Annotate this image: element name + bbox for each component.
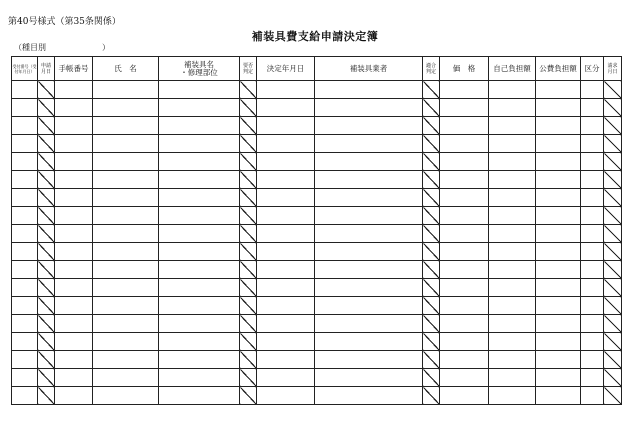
diagonal-cell-billing-date xyxy=(604,189,622,207)
cell-supplier xyxy=(315,261,423,279)
cell-decision-date xyxy=(257,153,315,171)
cell-name xyxy=(93,387,159,405)
cell-price xyxy=(440,81,489,99)
cell-handbook-number xyxy=(55,171,93,189)
table-row xyxy=(12,135,622,153)
cell-device-name xyxy=(159,387,240,405)
cell-device-name xyxy=(159,279,240,297)
diagonal-cell-suitability-judgment xyxy=(423,243,440,261)
table-row xyxy=(12,315,622,333)
cell-decision-date xyxy=(257,387,315,405)
cell-reception-number xyxy=(12,225,38,243)
table-row xyxy=(12,81,622,99)
cell-public-pay xyxy=(536,207,581,225)
cell-decision-date xyxy=(257,99,315,117)
diagonal-cell-application-date xyxy=(38,333,55,351)
header-classification: 区分 xyxy=(581,57,604,81)
cell-price xyxy=(440,189,489,207)
diagonal-cell-application-date xyxy=(38,387,55,405)
header-row xyxy=(12,57,622,81)
diagonal-cell-billing-date xyxy=(604,153,622,171)
table-row xyxy=(12,243,622,261)
diagonal-cell-suitability-judgment xyxy=(423,81,440,99)
cell-price xyxy=(440,333,489,351)
cell-decision-date xyxy=(257,351,315,369)
cell-handbook-number xyxy=(55,243,93,261)
diagonal-cell-application-date xyxy=(38,243,55,261)
cell-decision-date xyxy=(257,297,315,315)
diagonal-cell-suitability-judgment xyxy=(423,171,440,189)
diagonal-cell-application-date xyxy=(38,369,55,387)
cell-handbook-number xyxy=(55,225,93,243)
cell-supplier xyxy=(315,369,423,387)
cell-classification xyxy=(581,135,604,153)
cell-reception-number xyxy=(12,315,38,333)
cell-self-pay xyxy=(489,279,536,297)
cell-classification xyxy=(581,261,604,279)
cell-name xyxy=(93,81,159,99)
cell-price xyxy=(440,99,489,117)
diagonal-cell-necessity-judgment xyxy=(240,351,257,369)
cell-decision-date xyxy=(257,171,315,189)
cell-supplier xyxy=(315,189,423,207)
diagonal-cell-application-date xyxy=(38,189,55,207)
cell-price xyxy=(440,243,489,261)
cell-reception-number xyxy=(12,369,38,387)
cell-name xyxy=(93,369,159,387)
cell-device-name xyxy=(159,153,240,171)
cell-supplier xyxy=(315,135,423,153)
cell-supplier xyxy=(315,243,423,261)
diagonal-cell-necessity-judgment xyxy=(240,297,257,315)
diagonal-cell-necessity-judgment xyxy=(240,153,257,171)
cell-handbook-number xyxy=(55,333,93,351)
cell-public-pay xyxy=(536,369,581,387)
cell-supplier xyxy=(315,351,423,369)
cell-self-pay xyxy=(489,243,536,261)
cell-classification xyxy=(581,243,604,261)
cell-classification xyxy=(581,279,604,297)
cell-classification xyxy=(581,387,604,405)
diagonal-cell-necessity-judgment xyxy=(240,369,257,387)
cell-classification xyxy=(581,225,604,243)
cell-reception-number xyxy=(12,99,38,117)
header-self-pay: 自己負担額 xyxy=(489,57,536,81)
cell-supplier xyxy=(315,387,423,405)
cell-name xyxy=(93,153,159,171)
cell-price xyxy=(440,315,489,333)
header-handbook-number: 手帳番号 xyxy=(55,57,93,81)
table-row xyxy=(12,153,622,171)
diagonal-cell-necessity-judgment xyxy=(240,243,257,261)
diagonal-cell-necessity-judgment xyxy=(240,315,257,333)
cell-name xyxy=(93,171,159,189)
cell-decision-date xyxy=(257,261,315,279)
cell-classification xyxy=(581,207,604,225)
diagonal-cell-application-date xyxy=(38,225,55,243)
cell-name xyxy=(93,333,159,351)
cell-public-pay xyxy=(536,153,581,171)
cell-self-pay xyxy=(489,351,536,369)
diagonal-cell-application-date xyxy=(38,297,55,315)
cell-price xyxy=(440,207,489,225)
cell-public-pay xyxy=(536,225,581,243)
header-name: 氏 名 xyxy=(93,57,159,81)
cell-price xyxy=(440,297,489,315)
cell-decision-date xyxy=(257,369,315,387)
cell-price xyxy=(440,387,489,405)
diagonal-cell-suitability-judgment xyxy=(423,135,440,153)
header-public-pay: 公費負担額 xyxy=(536,57,581,81)
diagonal-cell-billing-date xyxy=(604,369,622,387)
diagonal-cell-application-date xyxy=(38,99,55,117)
cell-name xyxy=(93,243,159,261)
diagonal-cell-billing-date xyxy=(604,387,622,405)
cell-name xyxy=(93,261,159,279)
cell-classification xyxy=(581,189,604,207)
diagonal-cell-suitability-judgment xyxy=(423,117,440,135)
cell-decision-date xyxy=(257,81,315,99)
cell-name xyxy=(93,117,159,135)
diagonal-cell-billing-date xyxy=(604,333,622,351)
cell-public-pay xyxy=(536,243,581,261)
header-decision-date: 決定年月日 xyxy=(257,57,315,81)
cell-decision-date xyxy=(257,117,315,135)
cell-name xyxy=(93,297,159,315)
cell-handbook-number xyxy=(55,315,93,333)
cell-classification xyxy=(581,315,604,333)
diagonal-cell-necessity-judgment xyxy=(240,225,257,243)
cell-name xyxy=(93,315,159,333)
diagonal-cell-suitability-judgment xyxy=(423,279,440,297)
diagonal-cell-billing-date xyxy=(604,279,622,297)
table-row xyxy=(12,189,622,207)
table-row xyxy=(12,225,622,243)
cell-device-name xyxy=(159,135,240,153)
cell-price xyxy=(440,171,489,189)
cell-classification xyxy=(581,99,604,117)
cell-self-pay xyxy=(489,297,536,315)
cell-decision-date xyxy=(257,315,315,333)
diagonal-cell-application-date xyxy=(38,351,55,369)
cell-device-name xyxy=(159,207,240,225)
application-ledger-table xyxy=(11,56,622,405)
cell-supplier xyxy=(315,279,423,297)
diagonal-cell-billing-date xyxy=(604,207,622,225)
cell-name xyxy=(93,207,159,225)
cell-self-pay xyxy=(489,153,536,171)
diagonal-cell-necessity-judgment xyxy=(240,207,257,225)
cell-self-pay xyxy=(489,261,536,279)
header-necessity-judgment: 要否 判定 xyxy=(240,57,257,81)
table-row xyxy=(12,99,622,117)
cell-name xyxy=(93,189,159,207)
cell-supplier xyxy=(315,153,423,171)
diagonal-cell-application-date xyxy=(38,117,55,135)
cell-decision-date xyxy=(257,207,315,225)
cell-public-pay xyxy=(536,99,581,117)
table-row xyxy=(12,369,622,387)
cell-handbook-number xyxy=(55,81,93,99)
diagonal-cell-necessity-judgment xyxy=(240,99,257,117)
cell-classification xyxy=(581,81,604,99)
cell-handbook-number xyxy=(55,297,93,315)
cell-reception-number xyxy=(12,297,38,315)
cell-decision-date xyxy=(257,243,315,261)
cell-name xyxy=(93,135,159,153)
cell-public-pay xyxy=(536,279,581,297)
cell-price xyxy=(440,135,489,153)
diagonal-cell-necessity-judgment xyxy=(240,81,257,99)
cell-handbook-number xyxy=(55,189,93,207)
cell-reception-number xyxy=(12,135,38,153)
cell-public-pay xyxy=(536,189,581,207)
cell-device-name xyxy=(159,351,240,369)
diagonal-cell-billing-date xyxy=(604,261,622,279)
diagonal-cell-billing-date xyxy=(604,99,622,117)
header-price: 価 格 xyxy=(440,57,489,81)
ledger-body xyxy=(12,81,622,405)
cell-name xyxy=(93,99,159,117)
cell-name xyxy=(93,351,159,369)
cell-classification xyxy=(581,171,604,189)
cell-reception-number xyxy=(12,279,38,297)
cell-supplier xyxy=(315,207,423,225)
diagonal-cell-application-date xyxy=(38,261,55,279)
cell-self-pay xyxy=(489,333,536,351)
cell-self-pay xyxy=(489,135,536,153)
cell-decision-date xyxy=(257,279,315,297)
cell-device-name xyxy=(159,297,240,315)
cell-public-pay xyxy=(536,261,581,279)
diagonal-cell-suitability-judgment xyxy=(423,351,440,369)
header-reception-number: 受付番号（受付年月日） xyxy=(12,57,38,81)
diagonal-cell-suitability-judgment xyxy=(423,387,440,405)
diagonal-cell-suitability-judgment xyxy=(423,153,440,171)
cell-name xyxy=(93,225,159,243)
diagonal-cell-application-date xyxy=(38,279,55,297)
cell-decision-date xyxy=(257,333,315,351)
cell-self-pay xyxy=(489,369,536,387)
cell-reception-number xyxy=(12,243,38,261)
cell-self-pay xyxy=(489,207,536,225)
cell-supplier xyxy=(315,315,423,333)
diagonal-cell-billing-date xyxy=(604,315,622,333)
diagonal-cell-necessity-judgment xyxy=(240,171,257,189)
cell-handbook-number xyxy=(55,261,93,279)
cell-supplier xyxy=(315,225,423,243)
table-row xyxy=(12,171,622,189)
diagonal-cell-necessity-judgment xyxy=(240,189,257,207)
cell-handbook-number xyxy=(55,207,93,225)
cell-handbook-number xyxy=(55,117,93,135)
diagonal-cell-suitability-judgment xyxy=(423,261,440,279)
cell-device-name xyxy=(159,81,240,99)
diagonal-cell-suitability-judgment xyxy=(423,99,440,117)
header-suitability-judgment: 適合 判定 xyxy=(423,57,440,81)
cell-classification xyxy=(581,351,604,369)
cell-handbook-number xyxy=(55,279,93,297)
cell-public-pay xyxy=(536,387,581,405)
cell-device-name xyxy=(159,333,240,351)
cell-self-pay xyxy=(489,189,536,207)
cell-reception-number xyxy=(12,153,38,171)
diagonal-cell-necessity-judgment xyxy=(240,279,257,297)
table-row xyxy=(12,351,622,369)
cell-price xyxy=(440,117,489,135)
diagonal-cell-application-date xyxy=(38,315,55,333)
diagonal-cell-suitability-judgment xyxy=(423,369,440,387)
category-label: （種目別 ） xyxy=(14,43,110,52)
diagonal-cell-necessity-judgment xyxy=(240,261,257,279)
header-device-name: 補装具名 ・修理部位 xyxy=(159,57,240,81)
cell-public-pay xyxy=(536,81,581,99)
header-billing-date: 請求 月日 xyxy=(604,57,622,81)
cell-device-name xyxy=(159,261,240,279)
cell-device-name xyxy=(159,117,240,135)
cell-price xyxy=(440,261,489,279)
diagonal-cell-application-date xyxy=(38,153,55,171)
diagonal-cell-suitability-judgment xyxy=(423,297,440,315)
cell-supplier xyxy=(315,99,423,117)
cell-device-name xyxy=(159,99,240,117)
cell-price xyxy=(440,279,489,297)
cell-handbook-number xyxy=(55,135,93,153)
cell-device-name xyxy=(159,189,240,207)
table-row xyxy=(12,333,622,351)
diagonal-cell-suitability-judgment xyxy=(423,225,440,243)
cell-supplier xyxy=(315,171,423,189)
cell-reception-number xyxy=(12,81,38,99)
table-row xyxy=(12,297,622,315)
header-application-date: 申請 月日 xyxy=(38,57,55,81)
cell-supplier xyxy=(315,81,423,99)
cell-self-pay xyxy=(489,99,536,117)
diagonal-cell-billing-date xyxy=(604,351,622,369)
cell-self-pay xyxy=(489,315,536,333)
cell-classification xyxy=(581,297,604,315)
cell-reception-number xyxy=(12,207,38,225)
cell-classification xyxy=(581,333,604,351)
cell-price xyxy=(440,369,489,387)
cell-reception-number xyxy=(12,351,38,369)
cell-device-name xyxy=(159,225,240,243)
cell-self-pay xyxy=(489,117,536,135)
cell-classification xyxy=(581,153,604,171)
cell-reception-number xyxy=(12,333,38,351)
cell-reception-number xyxy=(12,189,38,207)
cell-device-name xyxy=(159,243,240,261)
cell-self-pay xyxy=(489,387,536,405)
cell-reception-number xyxy=(12,117,38,135)
page-title: 補装具費支給申請決定簿 xyxy=(251,30,379,43)
table-row xyxy=(12,279,622,297)
cell-classification xyxy=(581,369,604,387)
diagonal-cell-billing-date xyxy=(604,171,622,189)
cell-handbook-number xyxy=(55,153,93,171)
diagonal-cell-necessity-judgment xyxy=(240,333,257,351)
diagonal-cell-suitability-judgment xyxy=(423,189,440,207)
diagonal-cell-suitability-judgment xyxy=(423,315,440,333)
cell-self-pay xyxy=(489,171,536,189)
cell-price xyxy=(440,225,489,243)
diagonal-cell-application-date xyxy=(38,207,55,225)
cell-device-name xyxy=(159,315,240,333)
header-supplier: 補装具業者 xyxy=(315,57,423,81)
cell-supplier xyxy=(315,333,423,351)
table-row xyxy=(12,387,622,405)
cell-reception-number xyxy=(12,171,38,189)
cell-reception-number xyxy=(12,387,38,405)
cell-handbook-number xyxy=(55,351,93,369)
diagonal-cell-suitability-judgment xyxy=(423,207,440,225)
cell-reception-number xyxy=(12,261,38,279)
diagonal-cell-billing-date xyxy=(604,225,622,243)
cell-classification xyxy=(581,117,604,135)
diagonal-cell-billing-date xyxy=(604,117,622,135)
table-row xyxy=(12,261,622,279)
cell-supplier xyxy=(315,297,423,315)
diagonal-cell-necessity-judgment xyxy=(240,117,257,135)
cell-device-name xyxy=(159,369,240,387)
cell-decision-date xyxy=(257,135,315,153)
cell-public-pay xyxy=(536,297,581,315)
cell-handbook-number xyxy=(55,369,93,387)
cell-public-pay xyxy=(536,333,581,351)
diagonal-cell-billing-date xyxy=(604,81,622,99)
diagonal-cell-application-date xyxy=(38,135,55,153)
cell-public-pay xyxy=(536,315,581,333)
cell-price xyxy=(440,351,489,369)
diagonal-cell-necessity-judgment xyxy=(240,135,257,153)
table-row xyxy=(12,117,622,135)
diagonal-cell-billing-date xyxy=(604,297,622,315)
cell-self-pay xyxy=(489,225,536,243)
cell-handbook-number xyxy=(55,99,93,117)
cell-price xyxy=(440,153,489,171)
cell-name xyxy=(93,279,159,297)
diagonal-cell-necessity-judgment xyxy=(240,387,257,405)
cell-decision-date xyxy=(257,189,315,207)
cell-public-pay xyxy=(536,117,581,135)
diagonal-cell-billing-date xyxy=(604,135,622,153)
diagonal-cell-application-date xyxy=(38,81,55,99)
diagonal-cell-application-date xyxy=(38,171,55,189)
table-row xyxy=(12,207,622,225)
cell-public-pay xyxy=(536,171,581,189)
cell-public-pay xyxy=(536,135,581,153)
cell-device-name xyxy=(159,171,240,189)
cell-supplier xyxy=(315,117,423,135)
cell-decision-date xyxy=(257,225,315,243)
diagonal-cell-billing-date xyxy=(604,243,622,261)
cell-handbook-number xyxy=(55,387,93,405)
cell-public-pay xyxy=(536,351,581,369)
diagonal-cell-suitability-judgment xyxy=(423,333,440,351)
form-number-label: 第40号様式（第35条関係） xyxy=(8,17,121,27)
cell-self-pay xyxy=(489,81,536,99)
